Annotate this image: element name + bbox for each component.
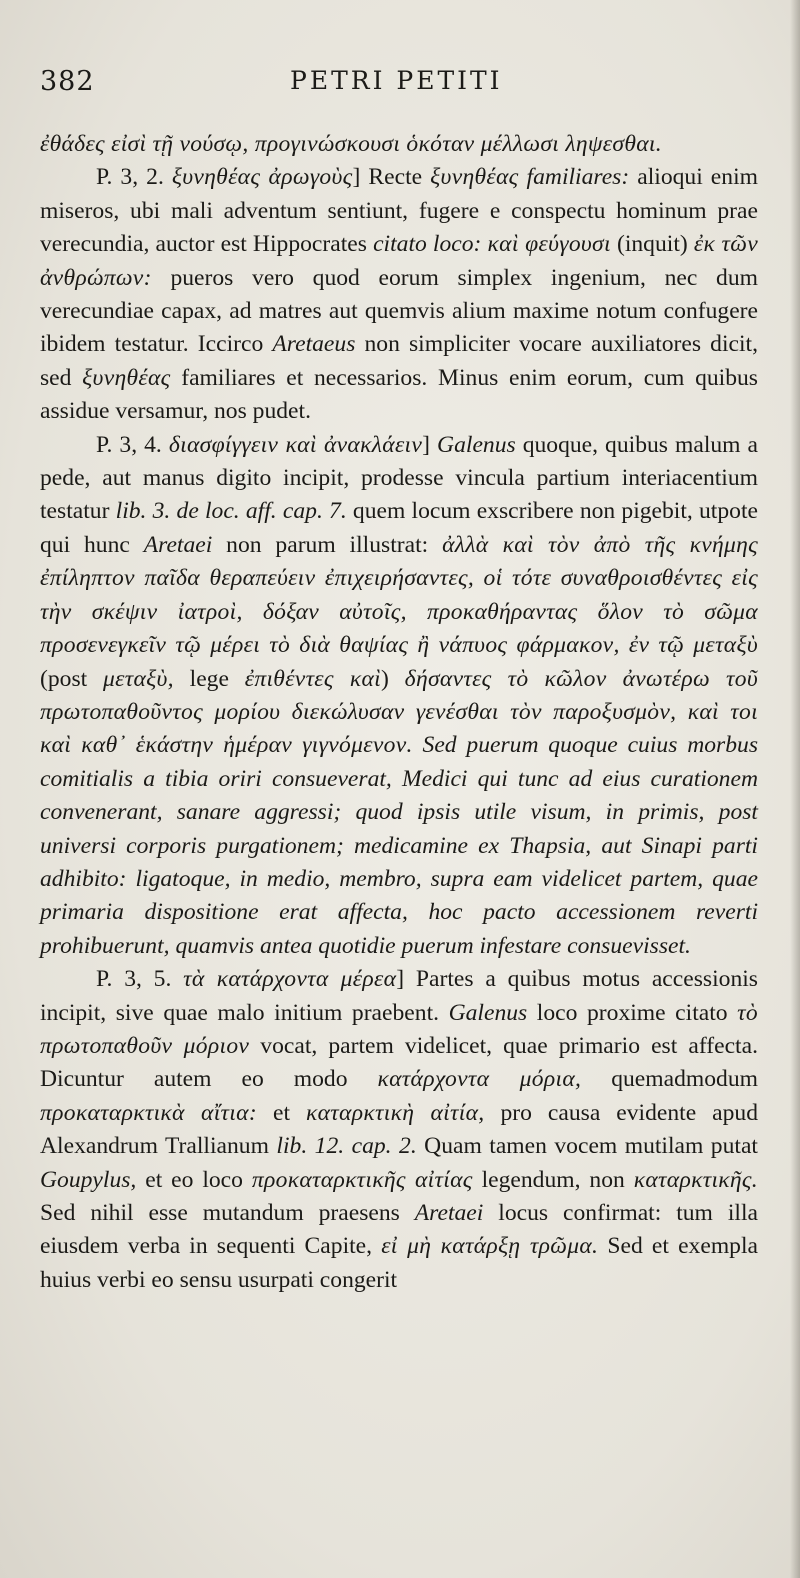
latin-text: pueros vero quod eorum simplex ingenium, nec dum verecundiae capax, ad matres aut quemvis alium maxime notum confugere ibidem testatur. Iccirco xyxy=(40,264,758,358)
italic-text: Sed puerum quoque cuius morbus comitialis a tibia oriri consueverat, Medici qui tunc ad eius curationem convenerant, sanare aggressi; quod ipsis utile visum, in primis, post universi corporis purgationem; medicamine ex Thapsia, aut Sinapi parti adhibito: ligatoque, in medio, membro, supra eam videlicet partem, quae primaria dispositione erat affecta, hoc pacto accessionem reverti prohibuerunt, quamvis antea quotidie puerum infestare consuevisset. xyxy=(40,732,758,959)
latin-text: quoque, quibus malum a pede, aut manus digito incipit, prodesse vincula partium interiacentium testatur xyxy=(40,431,758,525)
latin-text: (inquit) xyxy=(610,231,694,258)
latin-text: Sed et exempla huius verbi eo sensu usurpati congerit xyxy=(40,1233,758,1293)
italic-text: citato loco: xyxy=(373,231,482,258)
latin-text: (post xyxy=(40,665,103,692)
body-text xyxy=(40,128,758,1297)
italic-text: Aretaei xyxy=(143,531,213,558)
greek-text: καταρκτικῆς. xyxy=(633,1166,759,1193)
note-paragraph xyxy=(40,161,758,428)
page-number: 382 xyxy=(40,66,95,97)
latin-text: alioqui enim miseros, ubi mali adventum sentiunt, fugere e conspectu hominum prae verecundia, auctor est Hippocrates xyxy=(40,164,758,258)
greek-text: διασφίγγειν καὶ ἀνακλάειν xyxy=(168,431,423,458)
latin-text: pro causa evidente apud Alexandrum Trallianum xyxy=(40,1099,759,1160)
latin-text: legendum, non xyxy=(472,1166,634,1193)
italic-text: familiares: xyxy=(526,164,630,191)
latin-text: P. 3, 5. xyxy=(96,966,184,993)
latin-text: locus confirmat: tum illa eiusdem verba in sequenti Capite, xyxy=(40,1200,758,1260)
greek-text: ἐπιθέντες καὶ xyxy=(244,665,382,692)
italic-text: Aretaeus xyxy=(272,331,356,358)
greek-text: εἰ μὴ κατάρξῃ τρῶμα. xyxy=(381,1233,599,1260)
page-header xyxy=(40,66,758,114)
greek-text: καταρκτικὴ αἰτία, xyxy=(305,1099,485,1126)
italic-text: Galenus xyxy=(448,999,528,1026)
latin-text: Quam tamen vocem mutilam putat xyxy=(416,1133,758,1160)
latin-text: familiares et necessarios. Minus enim eorum, cum quibus assidue versamur, nos pudet. xyxy=(40,364,758,425)
greek-text: προκαταρκτικὰ αἴτια: xyxy=(40,1099,257,1126)
greek-text: ἀλλὰ καὶ τὸν ἀπὸ τῆς κνήμης ἐπίληπτον παῖδα θεραπεύειν ἐπιχειρήσαντες, οἱ τότε συναθροισθέντες εἰς τὴν σκέψιν ἰατροὶ, δόξαν αὐτοῖς, προκαθήραντας ὅλον τὸ σῶμα προσενεγκεῖν τῷ μέρει τὸ διὰ θαψίας ἢ νάπυος φάρμακον, ἐν τῷ μεταξὺ xyxy=(40,531,758,659)
italic-text: Aretaei xyxy=(414,1200,484,1226)
latin-text: et eo loco xyxy=(136,1166,252,1193)
latin-text: non simpliciter vocare auxiliatores dicit, sed xyxy=(40,331,759,391)
greek-text: τὰ κατάρχοντα μέρεα xyxy=(183,966,397,993)
latin-text xyxy=(413,732,423,758)
greek-text: ξυνηθέας ἀρωγοὺς xyxy=(171,164,353,191)
italic-text: lib. 3. de loc. aff. cap. 7. xyxy=(115,498,347,525)
greek-text: καὶ φεύγουσι xyxy=(487,231,611,258)
latin-text: vocat, partem videlicet, quae primario est affecta. Dicuntur autem eo modo xyxy=(40,1032,758,1093)
latin-text: ] xyxy=(422,431,438,458)
latin-text: lege xyxy=(173,665,245,692)
latin-text: P. 3, 2. xyxy=(96,164,172,191)
latin-text: quem locum exscribere non pigebit, utpote qui hunc xyxy=(40,498,758,558)
greek-text: ἐθάδες εἰσὶ τῇ νούσῳ, προγινώσκουσι ὁκόταν μέλλωσι ληψεσθαι. xyxy=(40,131,662,157)
latin-text: P. 3, 4. xyxy=(96,431,169,458)
greek-text: δήσαντες τὸ κῶλον ἀνωτέρω τοῦ πρωτοπαθοῦντος μορίου διεκώλυσαν γενέσθαι τὸν παροξυσμὸν, καὶ τοι καὶ καθ᾽ ἑκάστην ἡμέραν γιγνόμενον. xyxy=(40,665,758,759)
note-paragraph xyxy=(40,429,758,964)
greek-text: τὸ πρωτοπαθοῦν μόριον xyxy=(40,999,759,1059)
italic-text: Galenus xyxy=(437,431,516,458)
greek-text: κατάρχοντα μόρια, xyxy=(377,1066,582,1093)
running-head: PETRI PETITI xyxy=(290,66,503,95)
latin-text: ) xyxy=(381,665,405,692)
latin-text: ] Partes a quibus motus accessionis incipit, sive quae malo initium praebent. xyxy=(40,966,758,1026)
latin-text: quemadmodum xyxy=(581,1066,758,1093)
page-edge-shadow xyxy=(790,0,800,1578)
latin-text: et xyxy=(257,1099,306,1126)
greek-text: ἐκ τῶν ἀνθρώπων: xyxy=(40,231,758,291)
latin-text xyxy=(519,164,527,190)
italic-text: Goupylus, xyxy=(40,1166,137,1193)
greek-text: προκαταρκτικῆς αἰτίας xyxy=(251,1166,473,1193)
latin-text: Sed nihil esse mutandum praesens xyxy=(40,1200,415,1226)
latin-text: ] Recte xyxy=(352,164,431,191)
continuation-paragraph xyxy=(40,128,758,161)
latin-text: loco proxime citato xyxy=(527,999,738,1026)
greek-text: ξυνηθέας xyxy=(430,164,519,191)
greek-text: μεταξὺ, xyxy=(102,665,174,692)
latin-text: non parum illustrat: xyxy=(212,531,443,558)
italic-text: lib. 12. cap. 2. xyxy=(276,1133,417,1160)
note-paragraph xyxy=(40,963,758,1297)
greek-text: ξυνηθέας xyxy=(82,364,171,391)
